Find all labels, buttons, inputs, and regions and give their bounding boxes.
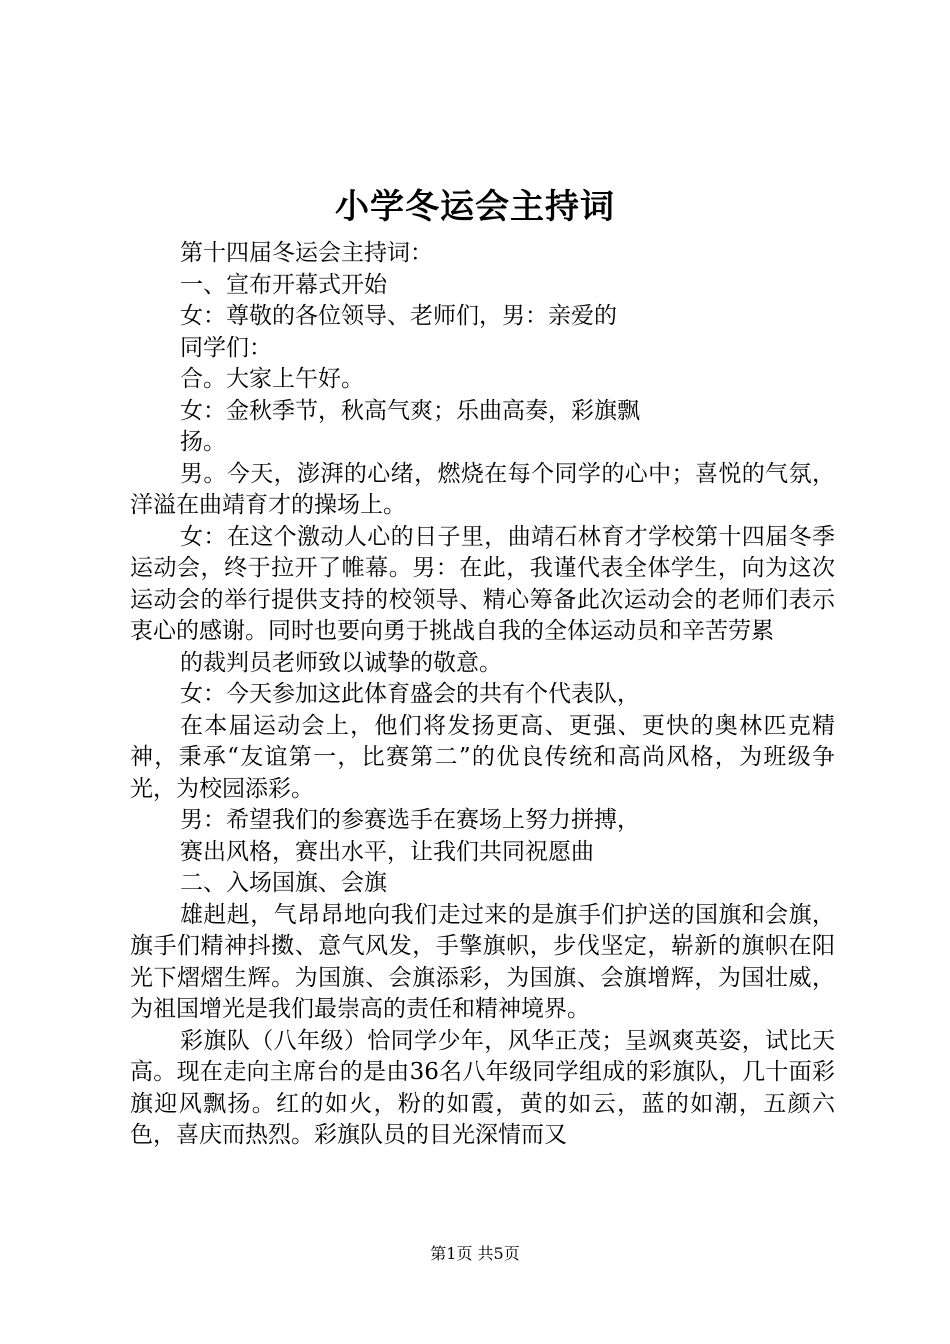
paragraph: 的裁判员老师致以诚挚的敬意。 <box>180 649 502 676</box>
paragraph: 二、入场国旗、会旗 <box>180 870 387 896</box>
paragraph: 男：希望我们的参赛选手在赛场上努力拼搏， <box>180 807 640 833</box>
paragraph: 扬。 <box>180 429 226 455</box>
paragraph: 女：在这个激动人心的日子里，曲靖石林育才学校第十四届冬季运动会，终于拉开了帷幕。男：在此，我谨代表全体学生，向为这次运动会的举行提供支持的校领导、精心筹备此次运动会的老师们表示衷心的感谢。同时也要向勇于挑战自我的全体运动员和辛苦劳累 <box>130 523 835 644</box>
paragraph: 女：尊敬的各位领导、老师们，男：亲爱的 <box>180 303 617 329</box>
document-body <box>130 238 835 1152</box>
page-footer: 第1页 共5页 <box>430 1244 520 1263</box>
document-title: 小学冬运会主持词 <box>335 187 615 227</box>
paragraph: 第十四届冬运会主持词： <box>180 240 433 266</box>
paragraph: 赛出风格，赛出水平，让我们共同祝愿曲 <box>180 838 594 865</box>
paragraph: 女：金秋季节，秋高气爽；乐曲高奏，彩旗飘 <box>180 397 640 424</box>
paragraph: 在本届运动会上，他们将发扬更高、更强、更快的奥林匹克精神，秉承“友谊第一，比赛第二”的优良传统和高尚风格，为班级争光，为校园添彩。 <box>130 712 835 802</box>
paragraph: 同学们： <box>180 334 272 361</box>
paragraph: 合。大家上午好。 <box>180 366 364 392</box>
paragraph: 一、宣布开幕式开始 <box>180 271 387 298</box>
paragraph: 彩旗队（八年级）恰同学少年，风华正茂；呈飒爽英姿，试比天高。现在走向主席台的是由36名八年级同学组成的彩旗队，几十面彩旗迎风飘扬。红的如火，粉的如霞，黄的如云，蓝的如潮，五颜六色，喜庆而热烈。彩旗队员的目光深情而又 <box>130 1027 835 1148</box>
paragraph: 雄赳赳，气昂昂地向我们走过来的是旗手们护送的国旗和会旗，旗手们精神抖擞、意气风发，手擎旗帜，步伐坚定，崭新的旗帜在阳光下熠熠生辉。为国旗、会旗添彩，为国旗、会旗增辉，为国壮威，为祖国增光是我们最崇高的责任和精神境界。 <box>130 901 835 1022</box>
paragraph: 女：今天参加这此体育盛会的共有个代表队， <box>180 681 640 707</box>
paragraph: 男。今天，澎湃的心绪，燃烧在每个同学的心中；喜悦的气氛，洋溢在曲靖育才的操场上。 <box>130 460 835 518</box>
